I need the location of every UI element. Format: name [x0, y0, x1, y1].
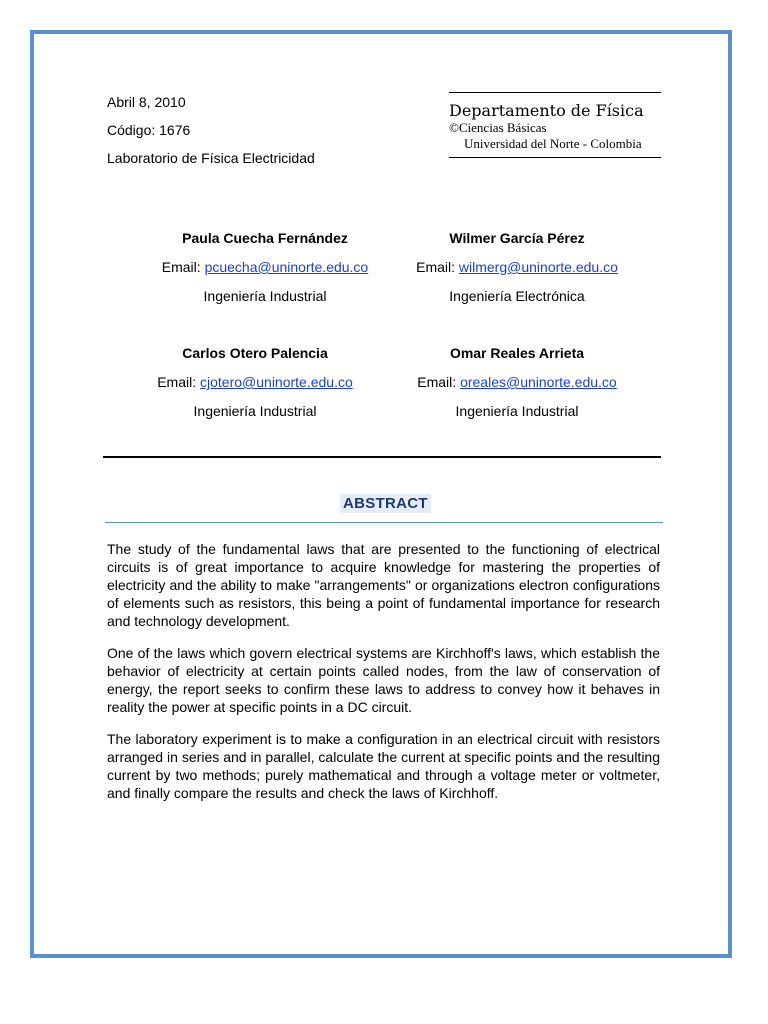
date-text: Abril 8, 2010	[107, 94, 186, 110]
author-card	[125, 345, 385, 432]
author-card	[135, 230, 395, 317]
author-program: Ingeniería Electrónica	[449, 288, 585, 304]
abstract-body	[107, 540, 660, 816]
author-email-line	[387, 259, 647, 288]
author-email-link[interactable]: pcuecha@uninorte.edu.co	[204, 259, 369, 275]
author-email-link[interactable]: cjotero@uninorte.edu.co	[200, 374, 353, 390]
email-label: Email:	[161, 259, 205, 275]
author-email-line	[387, 374, 647, 403]
author-name: Omar Reales Arrieta	[449, 345, 585, 361]
department-top-rule	[449, 92, 661, 93]
abstract-heading: ABSTRACT	[340, 494, 431, 513]
author-program: Ingeniería Industrial	[455, 403, 579, 419]
department-subtitle: ©Ciencias Básicas	[449, 120, 547, 135]
author-program: Ingeniería Industrial	[203, 288, 327, 304]
author-name: Paula Cuecha Fernández	[182, 230, 348, 246]
abstract-paragraph: The laboratory experiment is to make a configuration in an electrical circuit with resistors arranged in series and in parallel, calculate the current at specific points and the resulting current by two methods; purely mathematical and through a voltage meter or voltmeter, and finally compare the results and check the laws of Kirchhoff.	[107, 731, 660, 801]
document-header	[107, 88, 315, 172]
author-name: Wilmer García Pérez	[449, 230, 585, 246]
department-title: Departamento de Física	[449, 101, 644, 120]
abstract-paragraph: One of the laws which govern electrical systems are Kirchhoff's laws, which establish the behavior of electricity at certain points called nodes, from the law of conservation of energy, the report seeks to confirm these laws to address to convey how it behaves in reality the power at specific points in a DC circuit.	[107, 645, 660, 715]
university-name: Universidad del Norte - Colombia	[464, 136, 642, 151]
email-label: Email:	[417, 374, 461, 390]
author-email-link[interactable]: oreales@uninorte.edu.co	[460, 374, 617, 390]
email-label: Email:	[416, 259, 459, 275]
abstract-paragraph: The study of the fundamental laws that are presented to the functioning of electrical circuits is of great importance to acquire knowledge for mastering the properties of electricity and the ability to make "arrangements" or organizations electron configurations of elements such as resistors, this being a point of fundamental importance for research and technology development.	[107, 541, 660, 629]
code-text: Código: 1676	[107, 122, 191, 138]
department-logo-block	[449, 92, 661, 158]
section-divider	[103, 456, 661, 458]
abstract-underline	[105, 522, 663, 523]
author-program: Ingeniería Industrial	[193, 403, 317, 419]
department-bottom-rule	[449, 157, 661, 158]
author-card	[387, 230, 647, 317]
author-card	[387, 345, 647, 432]
author-email-line	[125, 374, 385, 403]
course-text: Laboratorio de Física Electricidad	[107, 150, 315, 166]
author-email-line	[135, 259, 395, 288]
email-label: Email:	[157, 374, 201, 390]
author-email-link[interactable]: wilmerg@uninorte.edu.co	[458, 259, 618, 275]
author-name: Carlos Otero Palencia	[182, 345, 328, 361]
